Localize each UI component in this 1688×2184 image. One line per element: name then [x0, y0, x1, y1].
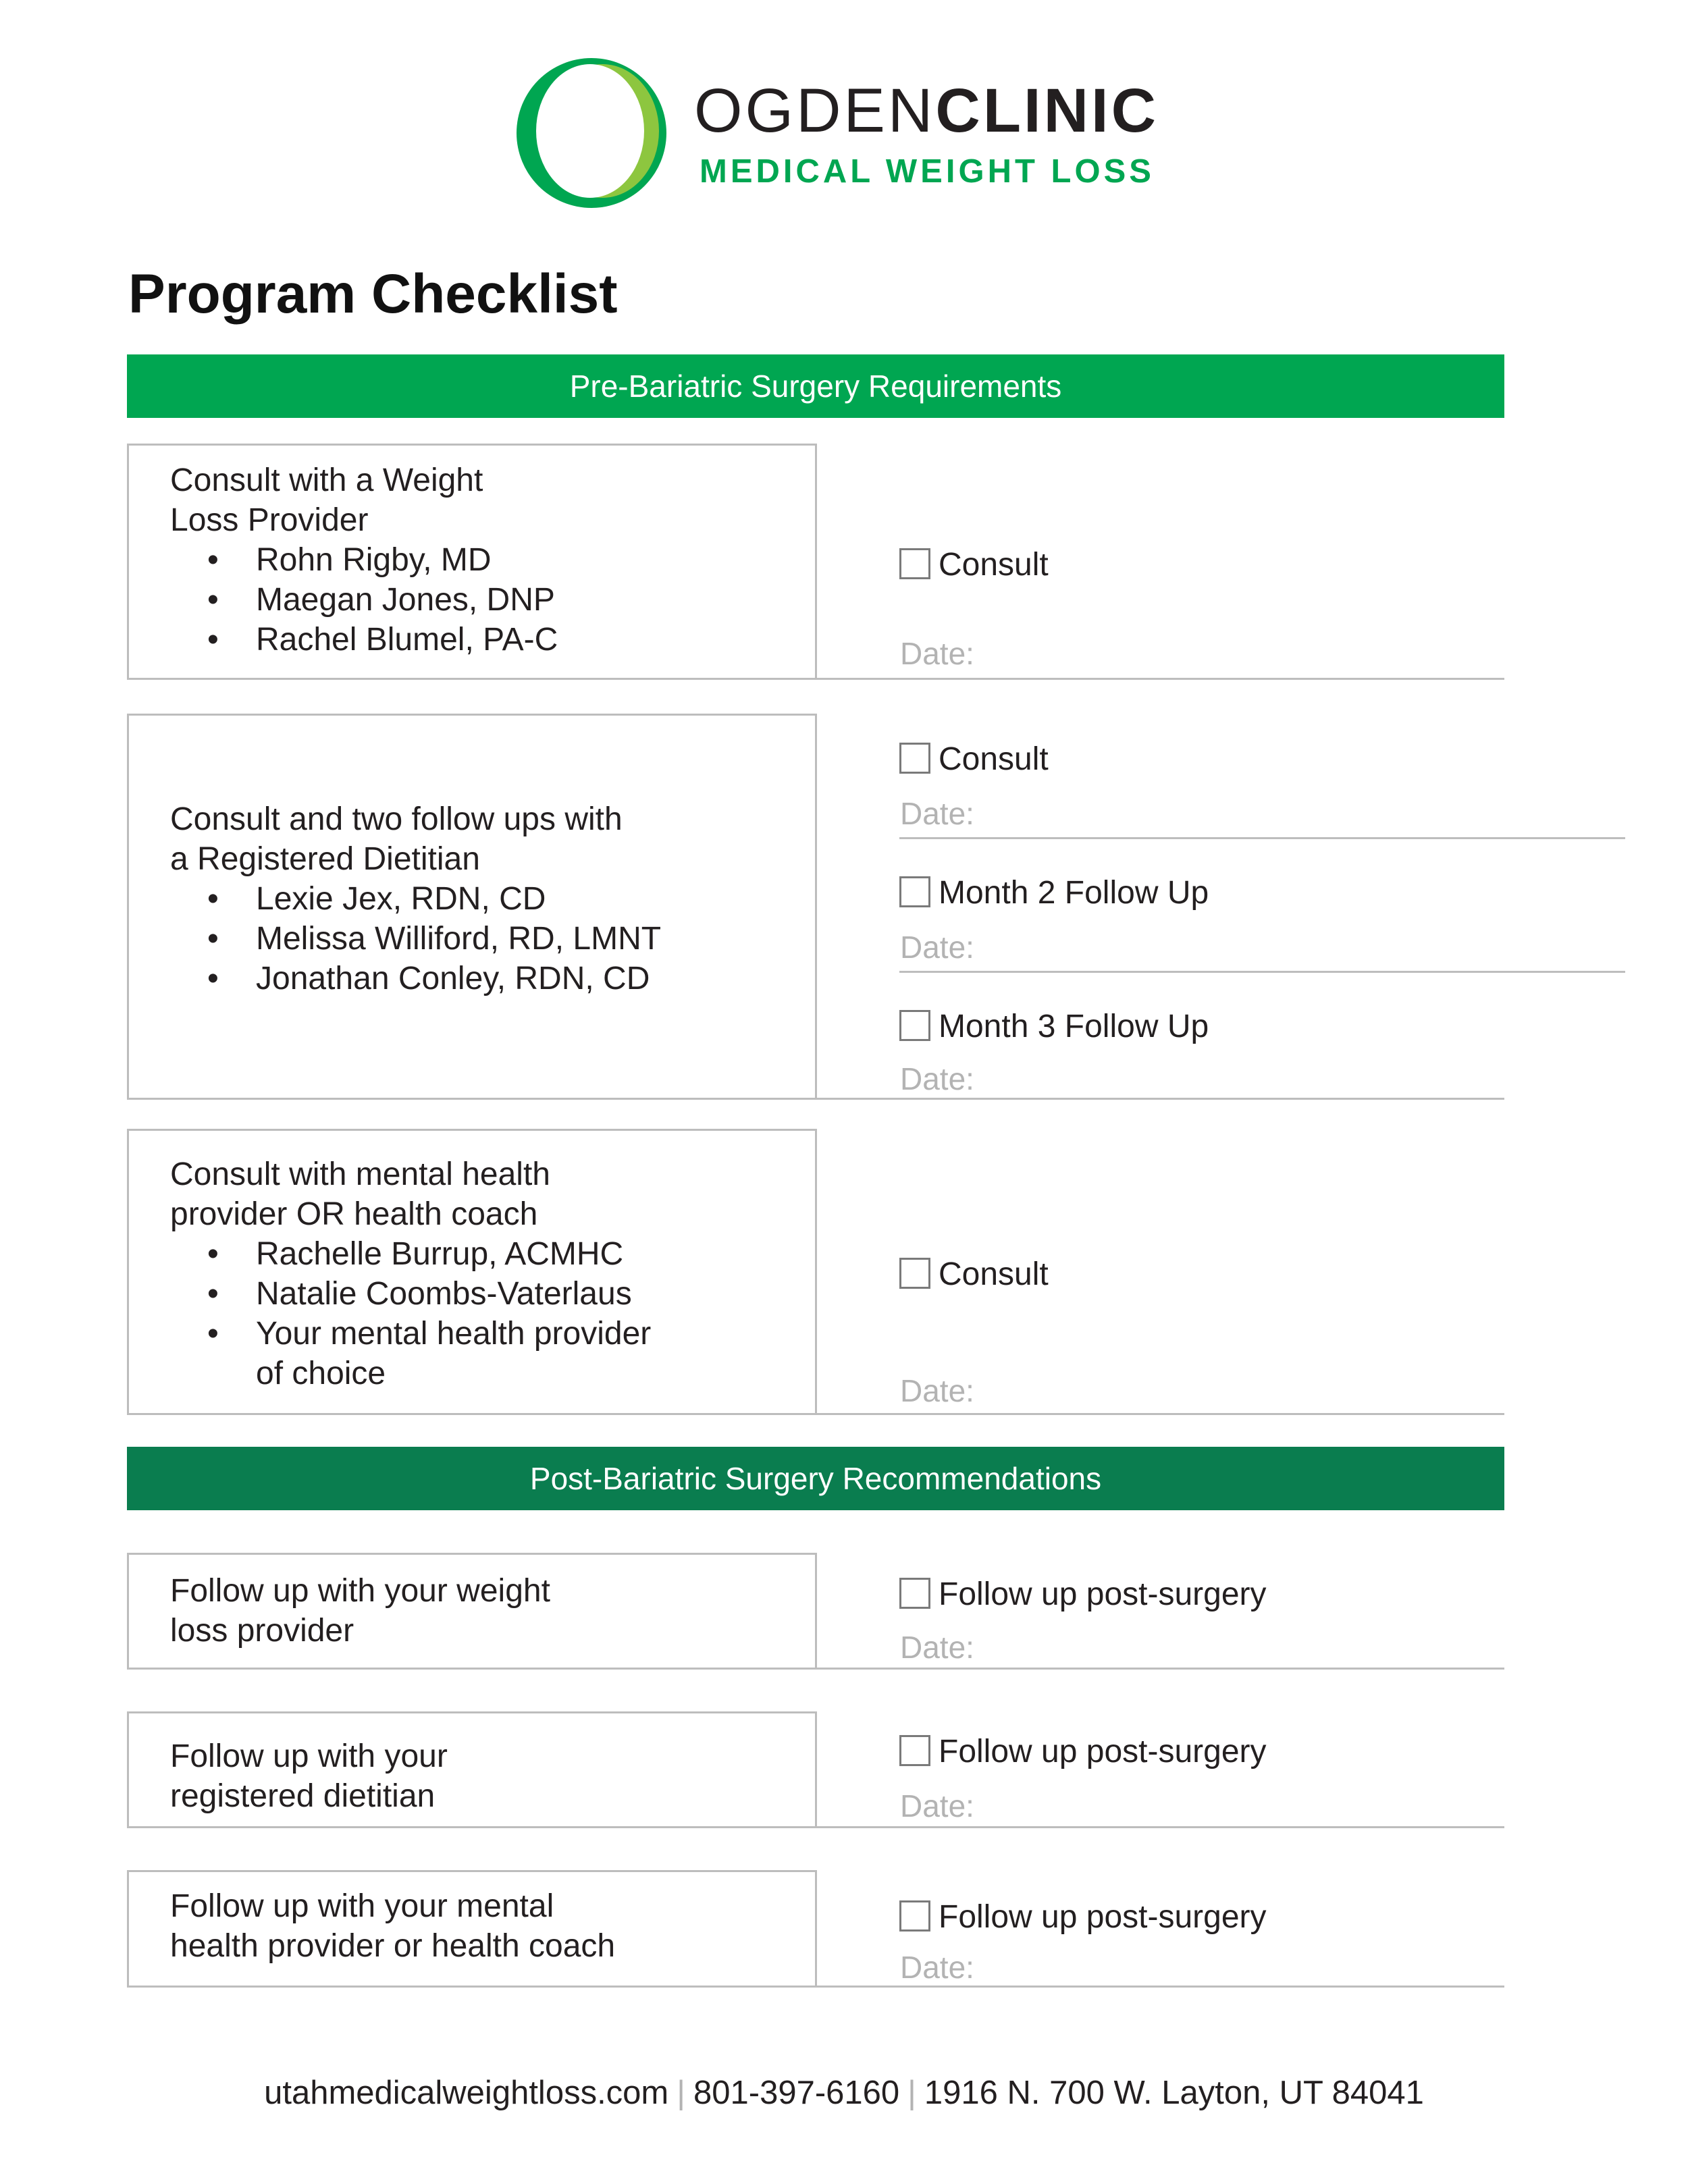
footer-website-link[interactable]: utahmedicalweightloss.com	[264, 2075, 669, 2111]
provider-list	[170, 1234, 651, 1393]
checklist-row-post-weight-loss-provider	[127, 1553, 1504, 1670]
checklist-row-mental-health	[127, 1129, 1504, 1415]
footer-separator: |	[907, 2075, 916, 2111]
date-field-label: Date:	[900, 1788, 974, 1823]
task-description: Follow up with your mental health provider or health coach	[170, 1888, 616, 1964]
ogden-clinic-logo-mark	[516, 55, 671, 211]
follow-up-post-surgery-checkbox-item[interactable]: Follow up post-surgery	[899, 1732, 1267, 1772]
checklist-row-post-dietitian	[127, 1711, 1504, 1828]
section-heading-post-surgery: Post-Bariatric Surgery Recommendations	[127, 1447, 1504, 1510]
footer-phone[interactable]: 801-397-6160	[693, 2075, 900, 2111]
row-rule	[817, 1826, 1504, 1828]
checkbox[interactable]	[899, 1735, 930, 1766]
date-field-label: Date:	[900, 796, 974, 831]
consult-checkbox-item[interactable]: Consult	[899, 1254, 1049, 1295]
row-rule	[817, 1668, 1504, 1670]
task-description: Consult with a Weight Loss Provider • Rohn Rigby, MD • Maegan Jones, DNP • Rachel Blumel, PA-C	[170, 460, 558, 660]
footer-separator: |	[677, 2075, 685, 2111]
checkbox[interactable]	[899, 743, 930, 774]
list-item: • Rachel Blumel, PA-C	[207, 622, 558, 658]
checkbox[interactable]	[899, 1900, 930, 1932]
row-rule	[817, 1098, 1504, 1100]
footer-contact	[0, 2074, 1688, 2112]
date-field-label: Date:	[900, 1373, 974, 1408]
date-underline	[899, 971, 1625, 973]
footer-address: 1916 N. 700 W. Layton, UT 84041	[924, 2075, 1424, 2111]
month-3-follow-up-checkbox-item[interactable]: Month 3 Follow Up	[899, 1007, 1209, 1047]
list-item: • Natalie Coombs-Vaterlaus	[207, 1276, 632, 1312]
month-2-follow-up-checkbox-item[interactable]: Month 2 Follow Up	[899, 873, 1209, 913]
date-field-label: Date:	[900, 636, 974, 671]
provider-list	[170, 540, 558, 660]
brand-name: OGDENCLINIC	[694, 76, 1159, 145]
checkbox[interactable]	[899, 1010, 930, 1041]
list-item: • Rohn Rigby, MD	[207, 542, 492, 578]
section-heading-pre-surgery: Pre-Bariatric Surgery Requirements	[127, 354, 1504, 418]
date-field-label: Date:	[900, 1061, 974, 1096]
row-rule	[817, 678, 1504, 680]
date-field-label: Date:	[900, 1630, 974, 1665]
row-rule	[817, 1413, 1504, 1415]
list-item: • Rachelle Burrup, ACMHC	[207, 1236, 624, 1272]
list-item-continuation: of choice	[256, 1356, 386, 1391]
list-item: • Your mental health provider	[207, 1316, 652, 1352]
consult-checkbox-item[interactable]: Consult	[899, 545, 1049, 585]
list-item: • Lexie Jex, RDN, CD	[207, 881, 546, 917]
checklist-row-dietitian	[127, 714, 1504, 1100]
task-description: Follow up with your weight loss provider	[170, 1573, 550, 1649]
task-description: Consult with mental health provider OR health coach • Rachelle Burrup, ACMHC • Natalie Coombs-Vaterlaus • Your mental health provider of choice	[170, 1154, 651, 1393]
follow-up-post-surgery-checkbox-item[interactable]: Follow up post-surgery	[899, 1897, 1267, 1938]
checkbox[interactable]	[899, 1258, 930, 1289]
consult-checkbox-item[interactable]: Consult	[899, 739, 1049, 780]
checkbox[interactable]	[899, 548, 930, 579]
provider-list	[170, 879, 661, 998]
brand-tagline: MEDICAL WEIGHT LOSS	[700, 153, 1155, 190]
list-item: • Jonathan Conley, RDN, CD	[207, 961, 650, 996]
task-description: Consult and two follow ups with a Registered Dietitian • Lexie Jex, RDN, CD • Melissa Williford, RD, LMNT • Jonathan Conley, RDN, CD	[170, 799, 661, 998]
checklist-row-post-mental-health	[127, 1870, 1504, 1988]
date-field-label: Date:	[900, 1950, 974, 1985]
date-field-label: Date:	[900, 930, 974, 965]
checklist-row-weight-loss-provider	[127, 444, 1504, 680]
checkbox[interactable]	[899, 1578, 930, 1609]
task-description: Follow up with your registered dietitian	[170, 1738, 448, 1814]
list-item: • Maegan Jones, DNP	[207, 582, 555, 618]
checkbox[interactable]	[899, 876, 930, 907]
follow-up-post-surgery-checkbox-item[interactable]: Follow up post-surgery	[899, 1574, 1267, 1615]
list-item: • Melissa Williford, RD, LMNT	[207, 921, 662, 957]
date-underline	[899, 837, 1625, 839]
page-title: Program Checklist	[128, 263, 618, 325]
